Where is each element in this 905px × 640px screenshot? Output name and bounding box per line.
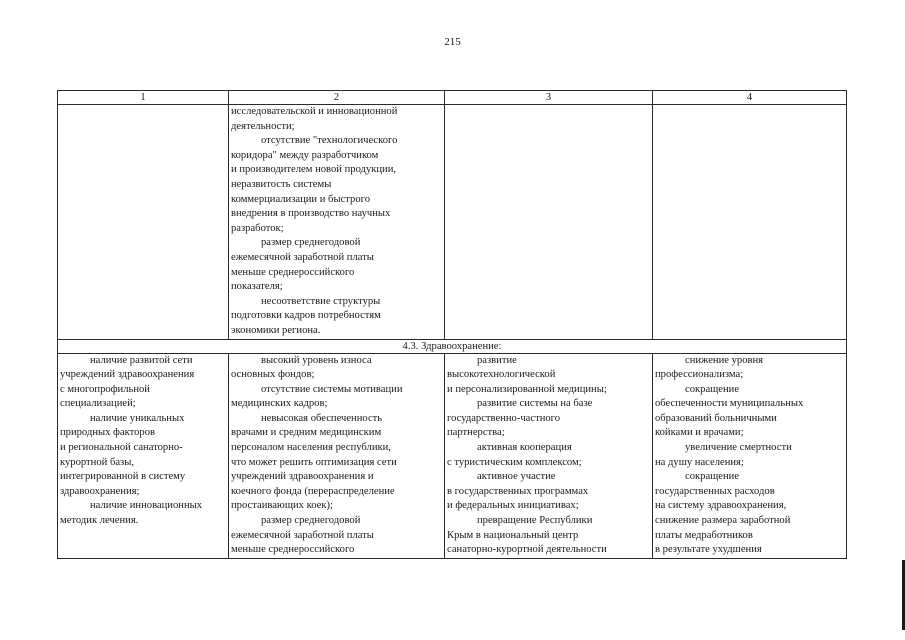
cell-line: санаторно-курортной деятельности xyxy=(447,544,607,556)
cell-line: наличие уникальных xyxy=(90,412,185,424)
cell-line: учреждений здравоохранения xyxy=(60,369,195,381)
cell-line: сокращение xyxy=(685,383,740,395)
cell-line: отсутствие системы мотивации xyxy=(261,383,403,395)
cell-line: основных фондов; xyxy=(231,369,315,381)
page-number: 215 xyxy=(444,36,461,48)
cell-line: сокращение xyxy=(685,471,740,483)
cell-line: размер среднегодовой xyxy=(261,515,361,527)
cell-line: простаивающих коек); xyxy=(231,500,333,512)
cell-line: платы медработников xyxy=(655,529,753,541)
column-number-1: 1 xyxy=(58,91,229,105)
cell-line: активное участие xyxy=(477,471,556,483)
healthcare-opportunities-cell xyxy=(445,353,653,558)
healthcare-row xyxy=(58,353,847,558)
healthcare-weaknesses-cell xyxy=(229,353,445,558)
cell-line: высокотехнологической xyxy=(447,369,556,381)
cell-line: в результате ухудшения xyxy=(655,544,762,556)
cell-line: подготовки кадров потребностям xyxy=(231,310,381,322)
cell-line: внедрения в производство научных xyxy=(231,208,391,220)
cell-line: превращение Республики xyxy=(477,515,593,527)
cell-line: неразвитость системы xyxy=(231,178,332,190)
strengths-cell-continued xyxy=(58,105,229,340)
cell-line: развитие xyxy=(477,354,517,366)
cell-line: разработок; xyxy=(231,222,284,234)
cell-line: активная кооперация xyxy=(477,442,572,454)
cell-line: и федеральных инициативах; xyxy=(447,500,579,512)
cell-line: снижение размера заработной xyxy=(655,515,791,527)
cell-line: снижение уровня xyxy=(685,354,764,366)
swot-table xyxy=(57,90,847,559)
healthcare-strengths-cell xyxy=(58,353,229,558)
cell-line: и производителем новой продукции, xyxy=(231,164,397,176)
cell-line: ежемесячной заработной платы xyxy=(231,529,374,541)
cell-line: в государственных программах xyxy=(447,485,589,497)
cell-line: коридора" между разработчиком xyxy=(231,149,379,161)
cell-line: что может решить оптимизация сети xyxy=(231,456,397,468)
healthcare-threats-cell xyxy=(653,353,847,558)
cell-line: здравоохранения; xyxy=(60,485,140,497)
threats-cell-continued xyxy=(653,105,847,340)
opportunities-cell-continued xyxy=(445,105,653,340)
cell-line: профессионализма; xyxy=(655,369,744,381)
cell-line: с туристическим комплексом; xyxy=(447,456,582,468)
column-number-4: 4 xyxy=(653,91,847,105)
cell-line: на душу населения; xyxy=(655,456,744,468)
cell-line: специализацией; xyxy=(60,398,136,410)
cell-line: наличие инновационных xyxy=(90,500,203,512)
cell-line: высокий уровень износа xyxy=(261,354,372,366)
cell-line: койками и врачами; xyxy=(655,427,744,439)
cell-line: деятельности; xyxy=(231,120,295,132)
cell-line: методик лечения. xyxy=(60,515,139,527)
cell-line: персоналом населения республики, xyxy=(231,442,391,454)
section-header-row xyxy=(58,339,847,353)
cell-line: отсутствие "технологического xyxy=(261,135,398,147)
cell-line: интегрированной в систему xyxy=(60,471,186,483)
cell-line: обеспеченности муниципальных xyxy=(655,398,804,410)
cell-line: Крым в национальный центр xyxy=(447,529,579,541)
cell-line: экономики региона. xyxy=(231,324,321,336)
cell-line: курортной базы, xyxy=(60,456,135,468)
cell-line: и региональной санаторно- xyxy=(60,442,183,454)
cell-line: с многопрофильной xyxy=(60,383,150,395)
cell-line: размер среднегодовой xyxy=(261,237,361,249)
cell-line: на систему здравоохранения, xyxy=(655,500,787,512)
cell-line: показателя; xyxy=(231,281,283,293)
column-number-2: 2 xyxy=(229,91,445,105)
cell-line: партнерства; xyxy=(447,427,505,439)
cell-line: и персонализированной медицины; xyxy=(447,383,607,395)
column-number-row xyxy=(58,91,847,105)
cell-line: невысокая обеспеченность xyxy=(261,412,383,424)
cell-line: государственно-частного xyxy=(447,412,561,424)
cell-line: учреждений здравоохранения и xyxy=(231,471,374,483)
cell-line: государственных расходов xyxy=(655,485,775,497)
cell-line: коечного фонда (перераспределение xyxy=(231,485,395,497)
cell-line: ежемесячной заработной платы xyxy=(231,251,374,263)
cell-line: исследовательской и инновационной xyxy=(231,106,398,117)
cell-line: врачами и средним медицинским xyxy=(231,427,382,439)
cell-line: несоответствие структуры xyxy=(261,295,381,307)
cell-line: образований больничными xyxy=(655,412,777,424)
continuation-row xyxy=(58,105,847,340)
cell-line: медицинских кадров; xyxy=(231,398,328,410)
cell-line: меньше среднероссийского xyxy=(231,544,355,556)
section-title: 4.3. Здравоохранение: xyxy=(58,339,847,353)
cell-line: меньше среднероссийского xyxy=(231,266,355,278)
cell-line: развитие системы на базе xyxy=(477,398,593,410)
cell-line: коммерциализации и быстрого xyxy=(231,193,371,205)
cell-line: природных факторов xyxy=(60,427,156,439)
weaknesses-cell-continued xyxy=(229,105,445,340)
cell-line: наличие развитой сети xyxy=(90,354,193,366)
cell-line: увеличение смертности xyxy=(685,442,792,454)
column-number-3: 3 xyxy=(445,91,653,105)
